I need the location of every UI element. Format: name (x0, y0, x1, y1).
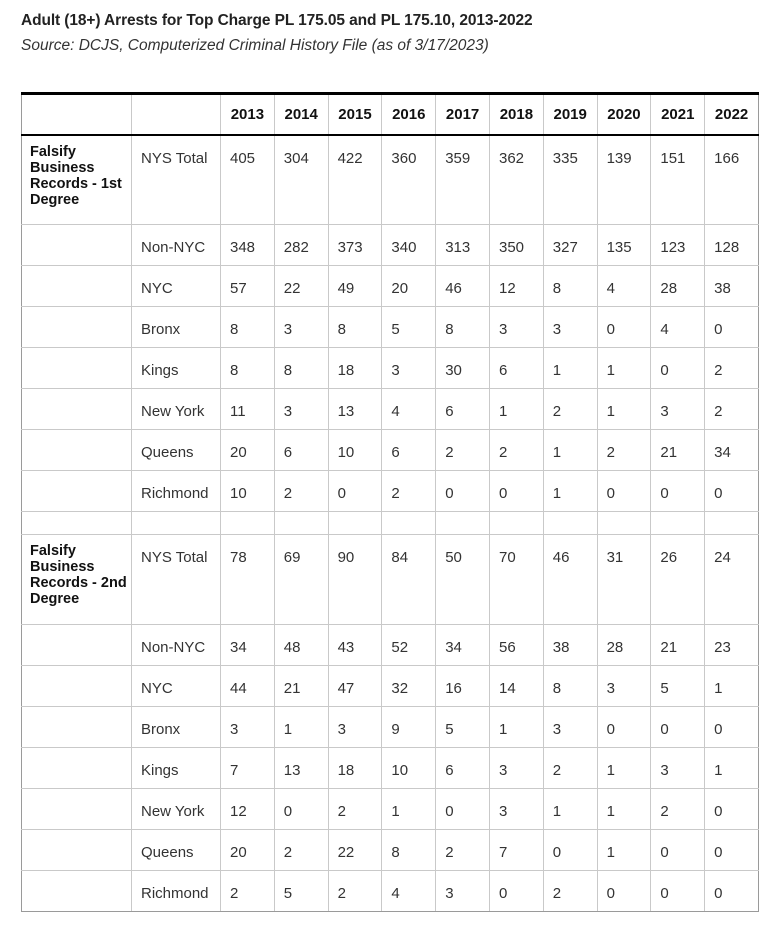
value-cell: 3 (651, 748, 705, 789)
table-row (22, 135, 759, 225)
value-cell: 151 (651, 135, 705, 225)
table-row (22, 707, 759, 748)
charge-cell-empty (22, 871, 132, 912)
value-cell: 44 (221, 666, 275, 707)
table-header-row (22, 94, 759, 135)
value-cell: 2 (274, 830, 328, 871)
value-cell: 139 (597, 135, 651, 225)
value-cell: 26 (651, 535, 705, 625)
region-label: Queens (132, 430, 221, 471)
charge-cell-empty (22, 830, 132, 871)
value-cell: 21 (274, 666, 328, 707)
value-cell: 32 (382, 666, 436, 707)
value-cell: 6 (274, 430, 328, 471)
value-cell: 69 (274, 535, 328, 625)
value-cell: 405 (221, 135, 275, 225)
value-cell: 21 (651, 430, 705, 471)
value-cell: 0 (705, 471, 759, 512)
region-label: Non-NYC (132, 625, 221, 666)
region-label: NYS Total (132, 135, 221, 225)
value-cell: 18 (328, 348, 382, 389)
value-cell: 5 (274, 871, 328, 912)
spacer-cell (597, 512, 651, 535)
charge-cell-empty (22, 389, 132, 430)
region-label: Kings (132, 348, 221, 389)
value-cell: 2 (436, 430, 490, 471)
value-cell: 1 (489, 389, 543, 430)
value-cell: 1 (489, 707, 543, 748)
value-cell: 30 (436, 348, 490, 389)
value-cell: 7 (221, 748, 275, 789)
value-cell: 0 (489, 471, 543, 512)
value-cell: 0 (543, 830, 597, 871)
value-cell: 6 (436, 389, 490, 430)
value-cell: 5 (382, 307, 436, 348)
year-header: 2019 (543, 94, 597, 135)
charge-cell-empty (22, 707, 132, 748)
value-cell: 90 (328, 535, 382, 625)
year-header: 2020 (597, 94, 651, 135)
table-row (22, 535, 759, 625)
value-cell: 11 (221, 389, 275, 430)
year-header: 2022 (705, 94, 759, 135)
value-cell: 1 (543, 348, 597, 389)
spacer-row (22, 512, 759, 535)
year-header: 2015 (328, 94, 382, 135)
value-cell: 3 (274, 307, 328, 348)
value-cell: 313 (436, 225, 490, 266)
charge-cell-empty (22, 471, 132, 512)
charge-label: Falsify Business Records - 2nd Degree (22, 535, 132, 625)
value-cell: 2 (221, 871, 275, 912)
value-cell: 16 (436, 666, 490, 707)
value-cell: 78 (221, 535, 275, 625)
value-cell: 34 (221, 625, 275, 666)
value-cell: 34 (436, 625, 490, 666)
value-cell: 0 (597, 707, 651, 748)
charge-cell-empty (22, 666, 132, 707)
year-header: 2018 (489, 94, 543, 135)
value-cell: 48 (274, 625, 328, 666)
spacer-cell (274, 512, 328, 535)
value-cell: 359 (436, 135, 490, 225)
spacer-cell (132, 512, 221, 535)
value-cell: 5 (436, 707, 490, 748)
table-row (22, 830, 759, 871)
value-cell: 2 (489, 430, 543, 471)
region-label: New York (132, 789, 221, 830)
region-label: NYC (132, 666, 221, 707)
value-cell: 0 (651, 871, 705, 912)
value-cell: 3 (489, 748, 543, 789)
value-cell: 0 (489, 871, 543, 912)
value-cell: 6 (436, 748, 490, 789)
value-cell: 2 (705, 389, 759, 430)
year-header: 2013 (221, 94, 275, 135)
table-row (22, 266, 759, 307)
table-row (22, 871, 759, 912)
value-cell: 20 (382, 266, 436, 307)
value-cell: 4 (382, 871, 436, 912)
charge-cell-empty (22, 625, 132, 666)
value-cell: 57 (221, 266, 275, 307)
value-cell: 0 (274, 789, 328, 830)
charge-cell-empty (22, 348, 132, 389)
value-cell: 1 (543, 789, 597, 830)
spacer-cell (543, 512, 597, 535)
value-cell: 13 (274, 748, 328, 789)
value-cell: 0 (436, 789, 490, 830)
value-cell: 56 (489, 625, 543, 666)
value-cell: 23 (705, 625, 759, 666)
spacer-cell (328, 512, 382, 535)
region-label: NYC (132, 266, 221, 307)
value-cell: 4 (597, 266, 651, 307)
year-header: 2021 (651, 94, 705, 135)
region-label: Kings (132, 748, 221, 789)
value-cell: 0 (651, 707, 705, 748)
value-cell: 4 (651, 307, 705, 348)
value-cell: 7 (489, 830, 543, 871)
value-cell: 3 (543, 707, 597, 748)
value-cell: 2 (705, 348, 759, 389)
source-note: Source: DCJS, Computerized Criminal History File (as of 3/17/2023) (21, 37, 489, 54)
value-cell: 335 (543, 135, 597, 225)
value-cell: 43 (328, 625, 382, 666)
value-cell: 8 (543, 266, 597, 307)
table-row (22, 307, 759, 348)
region-label: Bronx (132, 307, 221, 348)
value-cell: 4 (382, 389, 436, 430)
region-label: Bronx (132, 707, 221, 748)
value-cell: 2 (328, 789, 382, 830)
value-cell: 2 (382, 471, 436, 512)
value-cell: 12 (489, 266, 543, 307)
value-cell: 8 (436, 307, 490, 348)
year-header: 2017 (436, 94, 490, 135)
value-cell: 135 (597, 225, 651, 266)
value-cell: 28 (651, 266, 705, 307)
value-cell: 2 (597, 430, 651, 471)
value-cell: 1 (597, 748, 651, 789)
charge-cell-empty (22, 430, 132, 471)
page-title: Adult (18+) Arrests for Top Charge PL 175.05 and PL 175.10, 2013-2022 (21, 12, 533, 29)
value-cell: 360 (382, 135, 436, 225)
value-cell: 340 (382, 225, 436, 266)
spacer-cell (436, 512, 490, 535)
value-cell: 10 (328, 430, 382, 471)
value-cell: 2 (651, 789, 705, 830)
value-cell: 0 (597, 471, 651, 512)
value-cell: 3 (328, 707, 382, 748)
table-row (22, 348, 759, 389)
value-cell: 52 (382, 625, 436, 666)
value-cell: 0 (436, 471, 490, 512)
value-cell: 2 (543, 871, 597, 912)
spacer-cell (489, 512, 543, 535)
value-cell: 1 (705, 748, 759, 789)
region-label: Queens (132, 830, 221, 871)
value-cell: 8 (221, 307, 275, 348)
page-header (0, 0, 775, 55)
table-row (22, 625, 759, 666)
region-label: Richmond (132, 471, 221, 512)
value-cell: 3 (597, 666, 651, 707)
spacer-cell (705, 512, 759, 535)
charge-cell-empty (22, 225, 132, 266)
table-row (22, 789, 759, 830)
value-cell: 6 (382, 430, 436, 471)
value-cell: 10 (382, 748, 436, 789)
value-cell: 49 (328, 266, 382, 307)
value-cell: 8 (328, 307, 382, 348)
value-cell: 0 (705, 789, 759, 830)
value-cell: 1 (543, 430, 597, 471)
value-cell: 8 (274, 348, 328, 389)
value-cell: 0 (328, 471, 382, 512)
table-row (22, 430, 759, 471)
value-cell: 3 (436, 871, 490, 912)
value-cell: 3 (221, 707, 275, 748)
charge-cell-empty (22, 307, 132, 348)
value-cell: 2 (436, 830, 490, 871)
value-cell: 327 (543, 225, 597, 266)
value-cell: 46 (543, 535, 597, 625)
table-row (22, 666, 759, 707)
spacer-cell (22, 512, 132, 535)
value-cell: 84 (382, 535, 436, 625)
value-cell: 2 (543, 748, 597, 789)
value-cell: 8 (221, 348, 275, 389)
value-cell: 2 (274, 471, 328, 512)
value-cell: 5 (651, 666, 705, 707)
value-cell: 1 (597, 789, 651, 830)
header-blank-charge (22, 94, 132, 135)
year-header: 2014 (274, 94, 328, 135)
year-header: 2016 (382, 94, 436, 135)
header-blank-region (132, 94, 221, 135)
value-cell: 8 (382, 830, 436, 871)
spacer-cell (651, 512, 705, 535)
table-row (22, 471, 759, 512)
value-cell: 18 (328, 748, 382, 789)
value-cell: 50 (436, 535, 490, 625)
value-cell: 8 (543, 666, 597, 707)
value-cell: 1 (597, 830, 651, 871)
value-cell: 0 (705, 707, 759, 748)
value-cell: 3 (489, 789, 543, 830)
region-label: NYS Total (132, 535, 221, 625)
value-cell: 0 (705, 830, 759, 871)
region-label: Richmond (132, 871, 221, 912)
charge-cell-empty (22, 266, 132, 307)
value-cell: 373 (328, 225, 382, 266)
value-cell: 0 (651, 471, 705, 512)
value-cell: 10 (221, 471, 275, 512)
value-cell: 70 (489, 535, 543, 625)
value-cell: 12 (221, 789, 275, 830)
value-cell: 422 (328, 135, 382, 225)
value-cell: 304 (274, 135, 328, 225)
value-cell: 3 (543, 307, 597, 348)
value-cell: 6 (489, 348, 543, 389)
value-cell: 38 (705, 266, 759, 307)
value-cell: 0 (597, 871, 651, 912)
value-cell: 21 (651, 625, 705, 666)
value-cell: 22 (274, 266, 328, 307)
value-cell: 282 (274, 225, 328, 266)
region-label: New York (132, 389, 221, 430)
value-cell: 0 (651, 348, 705, 389)
value-cell: 348 (221, 225, 275, 266)
spacer-cell (382, 512, 436, 535)
value-cell: 2 (543, 389, 597, 430)
spacer-cell (221, 512, 275, 535)
value-cell: 34 (705, 430, 759, 471)
table-body (22, 135, 759, 912)
value-cell: 46 (436, 266, 490, 307)
table-row (22, 389, 759, 430)
value-cell: 9 (382, 707, 436, 748)
value-cell: 123 (651, 225, 705, 266)
value-cell: 0 (705, 307, 759, 348)
arrests-table (21, 92, 759, 912)
value-cell: 2 (328, 871, 382, 912)
value-cell: 47 (328, 666, 382, 707)
value-cell: 3 (489, 307, 543, 348)
value-cell: 38 (543, 625, 597, 666)
value-cell: 1 (705, 666, 759, 707)
value-cell: 24 (705, 535, 759, 625)
value-cell: 1 (274, 707, 328, 748)
charge-cell-empty (22, 789, 132, 830)
value-cell: 350 (489, 225, 543, 266)
value-cell: 20 (221, 430, 275, 471)
value-cell: 1 (597, 389, 651, 430)
table-row (22, 748, 759, 789)
value-cell: 1 (543, 471, 597, 512)
table-row (22, 225, 759, 266)
value-cell: 20 (221, 830, 275, 871)
value-cell: 14 (489, 666, 543, 707)
value-cell: 28 (597, 625, 651, 666)
region-label: Non-NYC (132, 225, 221, 266)
value-cell: 1 (382, 789, 436, 830)
value-cell: 362 (489, 135, 543, 225)
value-cell: 0 (705, 871, 759, 912)
value-cell: 31 (597, 535, 651, 625)
charge-label: Falsify Business Records - 1st Degree (22, 135, 132, 225)
value-cell: 166 (705, 135, 759, 225)
value-cell: 13 (328, 389, 382, 430)
value-cell: 128 (705, 225, 759, 266)
value-cell: 1 (597, 348, 651, 389)
value-cell: 22 (328, 830, 382, 871)
value-cell: 3 (651, 389, 705, 430)
value-cell: 3 (382, 348, 436, 389)
value-cell: 3 (274, 389, 328, 430)
value-cell: 0 (651, 830, 705, 871)
value-cell: 0 (597, 307, 651, 348)
charge-cell-empty (22, 748, 132, 789)
